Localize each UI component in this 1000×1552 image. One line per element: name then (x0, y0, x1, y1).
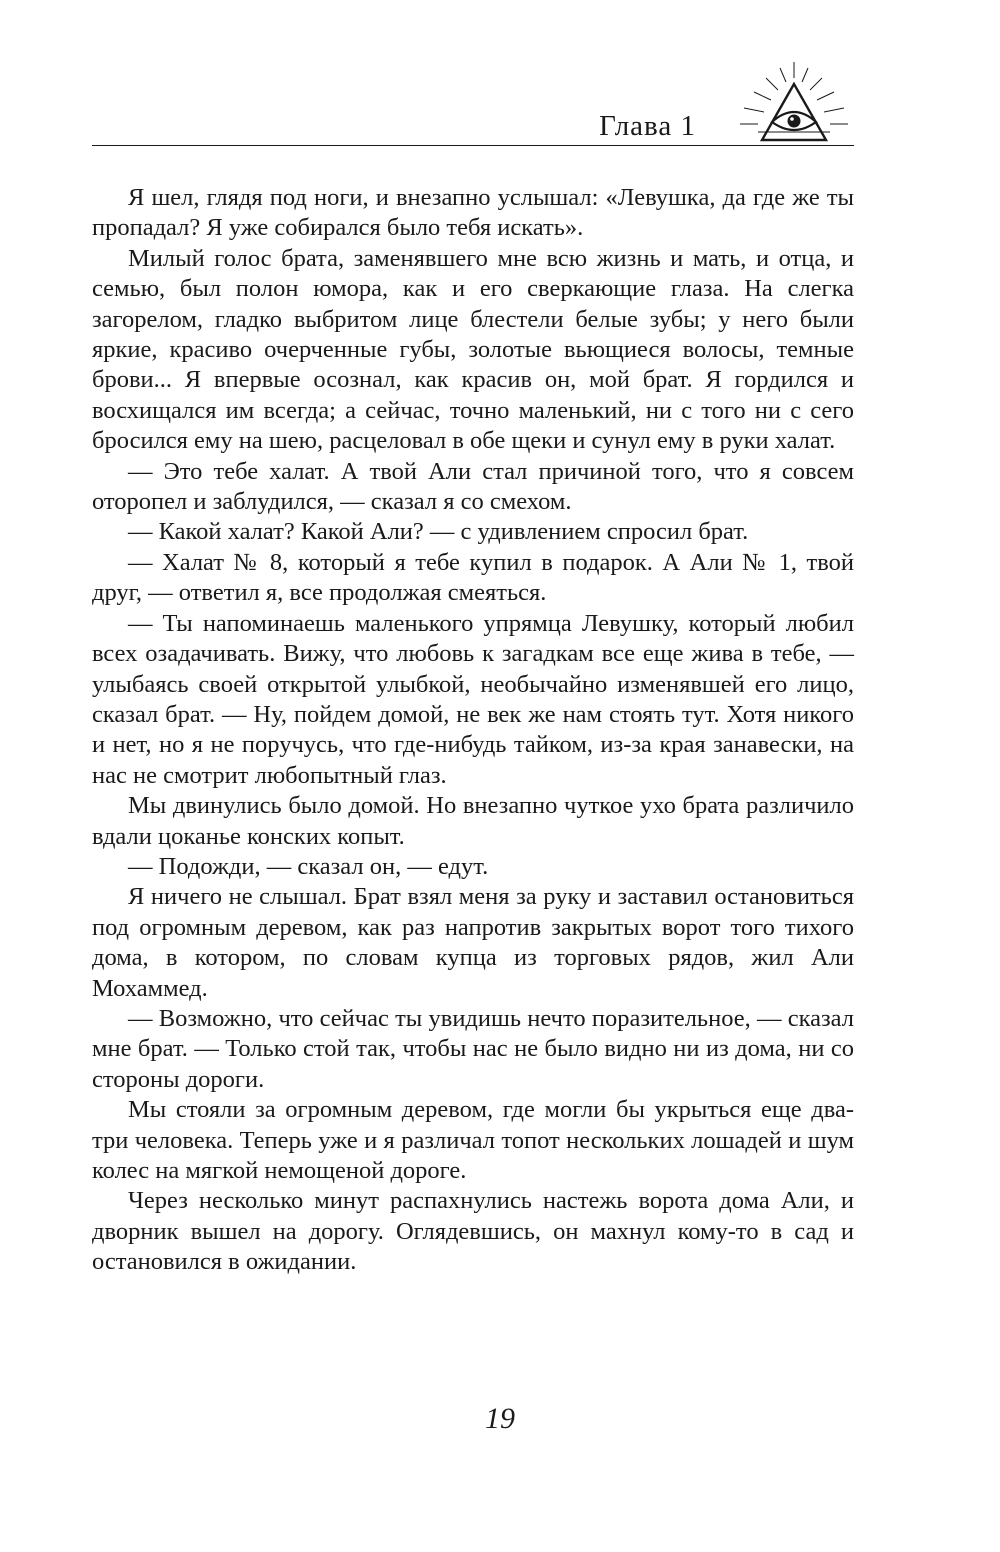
page-number: 19 (485, 1402, 515, 1435)
paragraph: Через несколько минут распахнулись настежь ворота дома Али, и дворник вышел на дорогу. Оглядевшись, он махнул кому-то в сад и остановился в ожидании. (92, 1187, 854, 1276)
running-header (92, 60, 854, 152)
paragraph: Мы стояли за огромным деревом, где могли бы укрыться еще два-три человека. Теперь уже и я различал топот нескольких лошадей и шум колес на мягкой немощеной дороге. (92, 1096, 854, 1184)
eye-in-triangle-icon (734, 60, 854, 150)
paragraph: — Подожди, — сказал он, — едут. (128, 852, 489, 880)
emblem-pupil (788, 115, 801, 128)
paragraph: Мы двинулись было домой. Но внезапно чуткое ухо брата различило вдали цоканье конских копыт. (92, 792, 854, 850)
header-rule (92, 145, 854, 146)
paragraph: — Ты напоминаешь маленького упрямца Левушку, который любил всех озадачивать. Вижу, что любовь к загадкам все еще жива в тебе, — улыбаясь своей открытой улыбкой, необычайно изменявшей его лицо, сказал брат. — Ну, пойдем домой, не век же нам стоять тут. Хотя никого и нет, но я не поручусь, что где-нибудь тайком, из-за края занавески, на нас не смотрит любопытный глаз. (92, 609, 854, 789)
chapter-title: Глава 1 (599, 110, 696, 142)
body-text (92, 183, 854, 1278)
paragraph: Я ничего не слышал. Брат взял меня за руку и заставил остановиться под огромным деревом, как раз напротив закрытых ворот того тихого дома, в котором, по словам купца из торговых рядов, жил Али Мохаммед. (92, 883, 854, 1002)
paragraph: — Халат № 8, который я тебе купил в подарок. А Али № 1, твой друг, — ответил я, все продолжая смеяться. (92, 548, 854, 607)
paragraph: — Возможно, что сейчас ты увидишь нечто поразительное, — сказал мне брат. — Только стой так, чтобы нас не было видно ни из дома, ни со стороны дороги. (92, 1004, 854, 1093)
paragraph: — Это тебе халат. А твой Али стал причиной того, что я совсем оторопел и заблудился, — сказал я со смехом. (92, 457, 854, 516)
paragraph: Милый голос брата, заменявшего мне всю жизнь и мать, и отца, и семью, был полон юмора, как и его сверкающие глаза. На слегка загорелом, гладко выбритом лице блестели белые зубы; у него были яркие, красиво очерченные губы, золотые вьющиеся волосы, темные брови... Я впервые осознал, как красив он, мой брат. Я гордился и восхищался им всегда; а сейчас, точно маленький, ни с того ни с сего бросился ему на шею, расцеловал в обе щеки и сунул ему в руки халат. (92, 244, 854, 455)
paragraph: — Какой халат? Какой Али? — с удивлением спросил брат. (128, 518, 749, 546)
paragraph: Я шел, глядя под ноги, и внезапно услышал: «Левушка, да где же ты пропадал? Я уже собирался было тебя искать». (92, 184, 854, 242)
